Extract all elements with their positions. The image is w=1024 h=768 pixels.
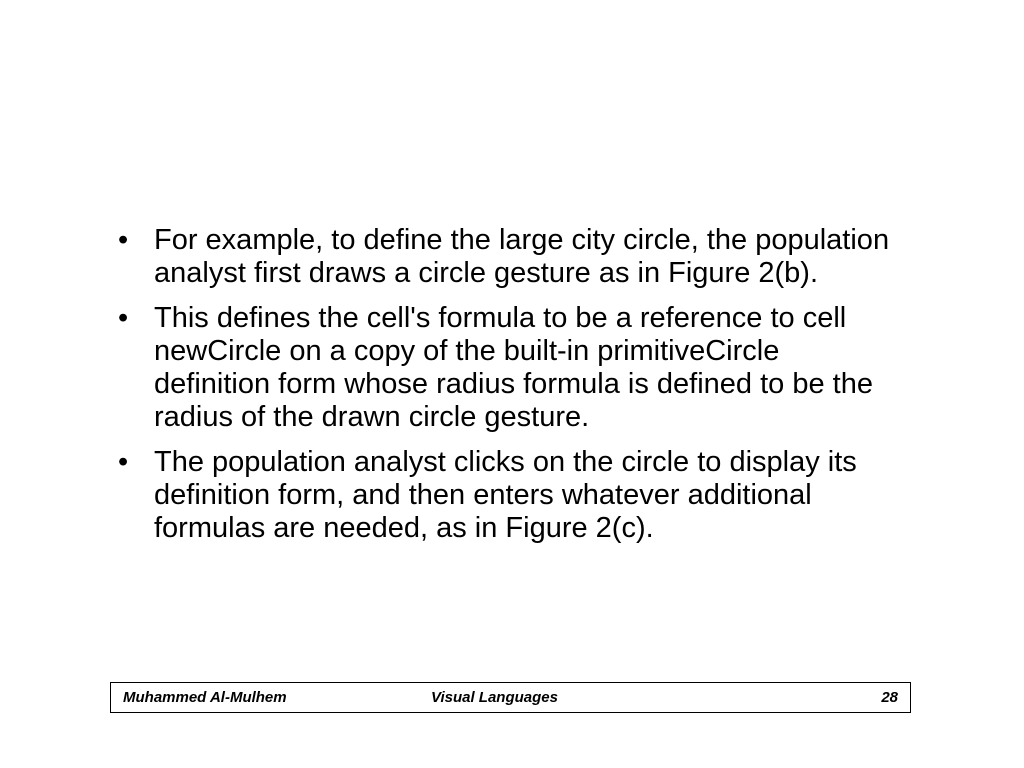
footer-author: Muhammed Al-Mulhem bbox=[123, 689, 287, 706]
bullet-list bbox=[118, 224, 898, 557]
bullet-text: The population analyst clicks on the circle to display its definition form, and then enters whatever additional formulas are needed, as in Figure 2(c). bbox=[154, 446, 857, 544]
bullet-item bbox=[118, 224, 898, 290]
footer-page-number: 28 bbox=[881, 689, 898, 706]
bullet-text: This defines the cell's formula to be a reference to cell newCircle on a copy of the built-in primitiveCircle definition form whose radius formula is defined to be the radius of the drawn circle gesture. bbox=[154, 302, 873, 433]
bullet-marker: • bbox=[118, 302, 129, 334]
slide-footer bbox=[110, 682, 911, 713]
bullet-marker: • bbox=[118, 224, 129, 256]
bullet-marker: • bbox=[118, 446, 129, 478]
bullet-item bbox=[118, 446, 898, 545]
bullet-text: For example, to define the large city circle, the population analyst first draws a circle gesture as in Figure 2(b). bbox=[154, 224, 890, 289]
footer-course-title: Visual Languages bbox=[431, 689, 558, 706]
bullet-item bbox=[118, 302, 898, 434]
